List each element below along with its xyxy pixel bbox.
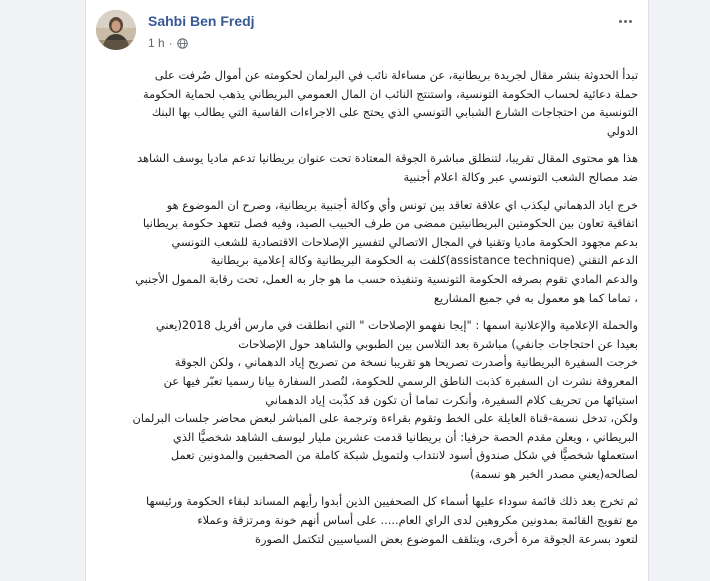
globe-icon[interactable] <box>177 38 188 49</box>
text-line: التونسية من احتجاجات الشارع الشبابي التونسي الذي يحتج على الاجراءات القاسية التي يطالب بها البنك <box>151 105 638 120</box>
text-line: المعروفة نشرت ان السفيرة كذبت الناطق الرسمي للحكومة، لتُصدر السفارة بيانا رسميا تعبّر فيها عن <box>163 373 638 388</box>
post-paragraph <box>96 66 638 140</box>
text-line: والدعم المادي تقوم بصرفه الحكومة التونسية وتنفيذه حسب ما هو جار به العمل، تحت رقابة الممول الأجنبي <box>135 271 638 286</box>
post-time[interactable]: 1 h <box>148 36 165 50</box>
text-line: استعملها شخصيًّا في شكل صندوق أسود لانتداب ولتمويل شبكة كاملة من الصحفيين والمدونين تعمل <box>170 448 638 463</box>
text-line: بدعم مجهود الحكومة ماديا وتقنيا في المجال الاتصالي لتفسير الإصلاحات الاقتصادية للشعب التونسي <box>171 234 638 249</box>
text-line: خرج اياد الدهماني ليكذب اي علاقة تعاقد بين تونس وأي وكالة أجنبية بريطانية، وصرح ان الموضوع هو <box>166 197 638 212</box>
more-options-icon[interactable] <box>614 14 636 28</box>
post-card <box>86 0 648 581</box>
avatar-photo-icon <box>96 10 136 50</box>
text-line: الدعم التقني (assistance technique)كلفت به الحكومة البريطانية وكالة إعلامية بريطانية <box>210 253 638 268</box>
post-paragraph <box>96 492 638 548</box>
text-line: لصالحه(يعني مصدر الخبر هو نسمة) <box>470 466 638 481</box>
post-meta <box>148 36 188 50</box>
post-paragraph <box>96 196 638 308</box>
post-paragraph <box>96 149 638 186</box>
text-line: ثم تخرج بعد ذلك قائمة سوداء عليها أسماء كل الصحفيين الذين أبدوا رأيهم المساند لبقاء الحكومة ورئيسها <box>146 494 638 509</box>
text-line: لتعود بسرعة الجوقة مرة أخرى، ويتلقف الموضوع بعض السياسيين لتكتمل الصورة <box>255 531 638 546</box>
text-line: الدولي <box>606 123 638 138</box>
post-text <box>96 66 638 557</box>
avatar[interactable] <box>96 10 136 50</box>
text-line: البريطاني ، ويعلن مقدم الحصة حرفيا: أن بريطانيا قدمت عشرين مليار ليوسف الشاهد شخصيًّا الذي <box>172 429 638 444</box>
text-line: ، تماما كما هو معمول به في جميع المشاريع <box>433 290 638 305</box>
text-line: تبدأ الحدوثة بنشر مقال لجريدة بريطانية، عن مساءلة نائب في البرلمان لحكومته عن أموال صُرفت على <box>154 68 638 82</box>
text-line: والحملة الإعلامية والإعلانية اسمها : "إيجا نفهمو الإصلاحات " التي انطلقت في مارس أفريل 2018(يعني <box>155 318 638 333</box>
text-line: هذا هو محتوى المقال تقريبا، لتنطلق مباشرة الجوقة المعتادة تحت عنوان بريطانيا تدعم ماديا يوسف الشاهد <box>137 151 638 166</box>
text-line: ولكن، تدخل نسمة-قناة العايلة على الخط وتقوم بقراءة وترجمة على المباشر لبعض محاضر جلسات البرلمان <box>132 411 638 426</box>
meta-separator: · <box>168 36 173 50</box>
text-line: مع تفويج القائمة بمدونين مكروهين لدى الراي العام..... على أساس أنهم خونة ومرتزقة وعملاء <box>197 513 638 528</box>
post-paragraph <box>96 316 638 483</box>
text-line: خرجت السفيرة البريطانية وأصدرت تصريحا هو تقريبا نسخة من تصريح إياد الدهماني ، ولكن الجوقة <box>174 355 638 370</box>
text-line: حملة دعائية لحساب الحكومة التونسية، واستنتج النائب ان المال العمومي البريطاني يذهب لحماية الحكومة <box>142 86 638 101</box>
text-line: استيائها من تحريف كلام السفيرة، وأنكرت تماما أن تكون قد كذّبت إياد الدهماني <box>265 392 638 407</box>
text-line: اتفاقية تعاون بين الحكومتين البريطانيتين ممضى من طرف الحبيب الصيد، وفيه فصل تتعهد حكومة بريطانيا <box>142 216 638 231</box>
author-name[interactable]: Sahbi Ben Fredj <box>148 13 255 29</box>
text-line: بعيدا عن احتجاجات جانفي) مباشرة بعد التلاسن بين الطبوبي والشاهد حول الإصلاحات <box>238 336 638 351</box>
post-header <box>96 10 636 60</box>
text-line: ضد مصالح الشعب التونسي عبر وكالة اعلام أجنبية <box>403 169 638 184</box>
